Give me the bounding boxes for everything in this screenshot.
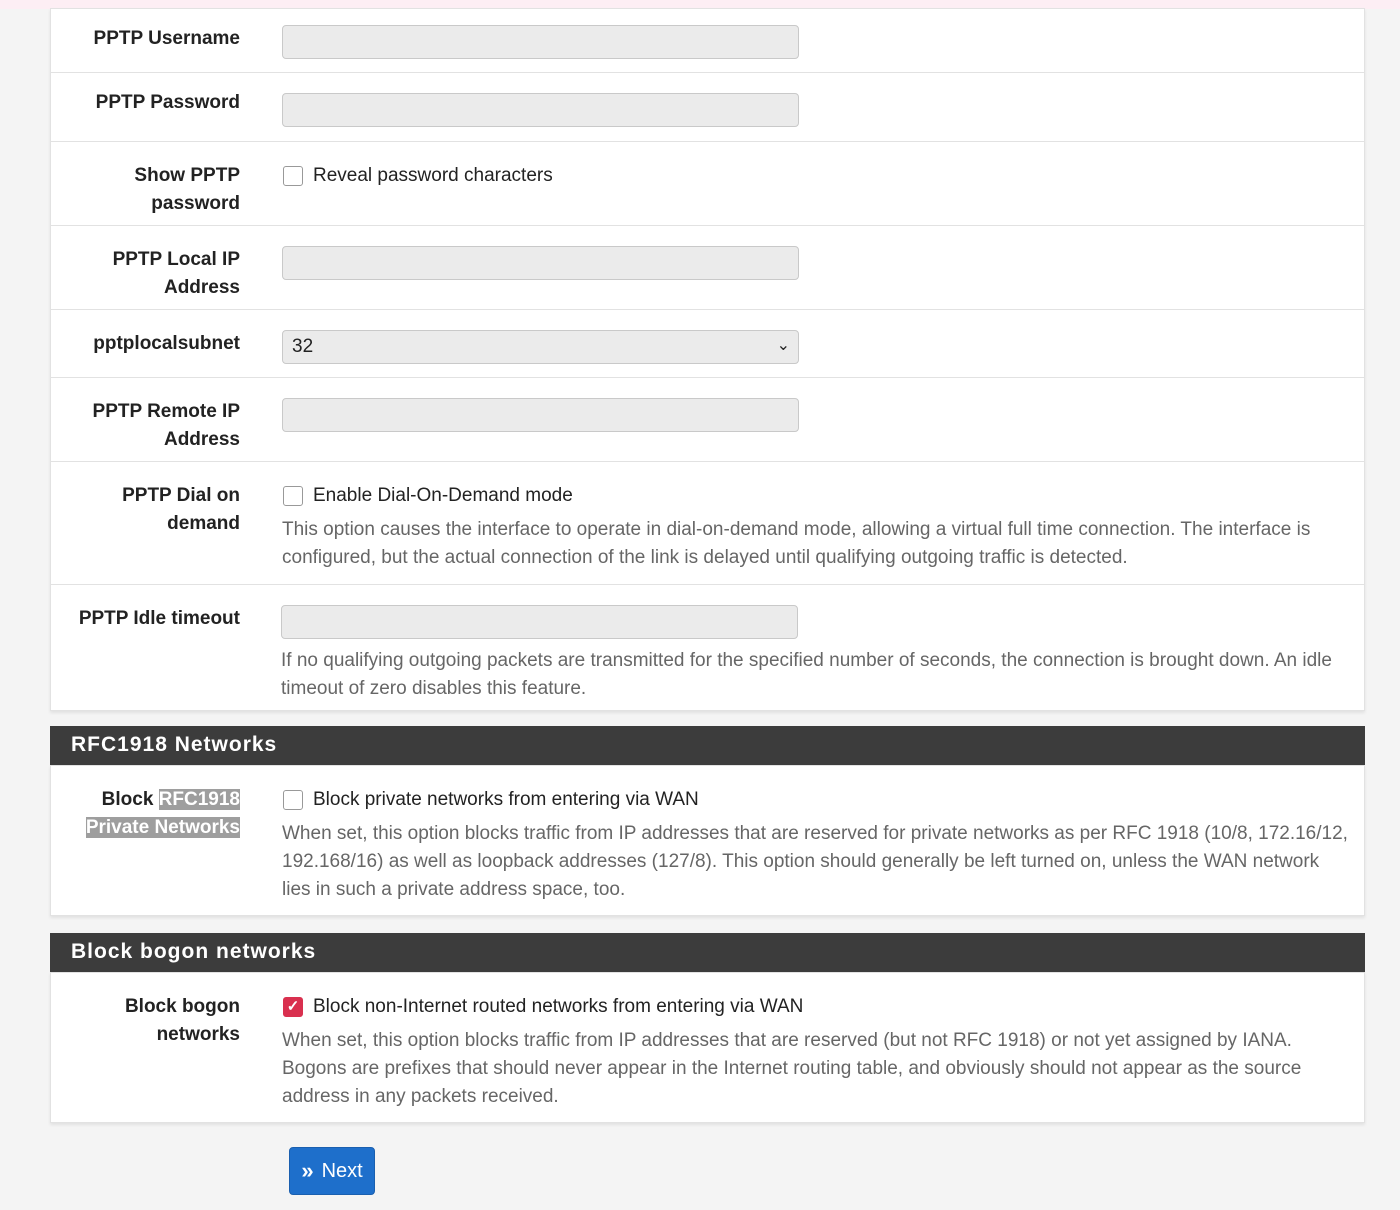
dial-on-demand-checkbox[interactable]: Enable Dial-On-Demand mode (282, 482, 1350, 510)
dial-label: PPTP Dial on demand (122, 485, 240, 534)
show-password-label: Show PPTP password (134, 165, 240, 214)
rfc1918-panel (50, 765, 1365, 916)
block-bogon-checkbox[interactable]: ✓ Block non-Internet routed networks from entering via WAN (282, 993, 1350, 1021)
checkbox-icon[interactable] (283, 790, 303, 810)
local-ip-input[interactable] (282, 246, 799, 280)
dial-help: This option causes the interface to operate in dial-on-demand mode, allowing a virtual full time connection. The interface is configured, but the actual connection of the link is delayed until qualifying outgoing traffic is detected. (282, 519, 1311, 568)
localsubnet-label: pptplocalsubnet (93, 333, 240, 354)
checkbox-icon[interactable] (283, 166, 303, 186)
row-local-ip (51, 226, 1364, 310)
bogon-help: When set, this option blocks traffic from IP addresses that are reserved (but not RFC 1918) or not yet assigned by IANA. Bogons are prefixes that should never appear in the Internet routing table, and obviously should not appear as the source address in any packets received. (282, 1030, 1302, 1107)
row-idle-timeout (51, 585, 1364, 710)
block-bogon-label: Block bogon networks (124, 996, 240, 1045)
username-input[interactable] (282, 25, 799, 59)
idle-label: PPTP Idle timeout (78, 608, 240, 629)
checkmark-icon[interactable]: ✓ (283, 997, 303, 1017)
idle-help: If no qualifying outgoing packets are transmitted for the specified number of seconds, the connection is brought down. An idle timeout of zero disables this feature. (281, 650, 1332, 699)
block-private-checkbox[interactable]: Block private networks from entering via WAN (282, 786, 1350, 814)
block-rfc1918-label: Block RFC1918 Private Networks (85, 789, 240, 838)
row-remote-ip (51, 378, 1364, 462)
rfc1918-header: RFC1918 Networks (50, 726, 1365, 765)
password-label: PPTP Password (95, 92, 240, 113)
pptp-panel (50, 8, 1365, 711)
password-input[interactable] (282, 93, 799, 127)
remote-ip-label: PPTP Remote IP Address (92, 401, 240, 450)
double-chevron-right-icon: » (301, 1158, 314, 1183)
localsubnet-select[interactable]: 32 ⌄ (282, 330, 799, 364)
reveal-password-checkbox[interactable]: Reveal password characters (282, 162, 1350, 190)
row-password (51, 73, 1364, 142)
row-localsubnet (51, 310, 1364, 378)
username-label: PPTP Username (93, 28, 240, 49)
checkbox-icon[interactable] (283, 486, 303, 506)
row-show-password (51, 142, 1364, 226)
idle-timeout-input[interactable] (281, 605, 798, 639)
bogon-panel (50, 972, 1365, 1123)
row-dial-on-demand (51, 462, 1364, 585)
chevron-down-icon: ⌄ (776, 337, 790, 354)
remote-ip-input[interactable] (282, 398, 799, 432)
rfc1918-help: When set, this option blocks traffic from IP addresses that are reserved for private networks as per RFC 1918 (10/8, 172.16/12, 192.168/16) as well as loopback addresses (127/8). This option should generally be left turned on, unless the WAN network lies in such a private address space, too. (282, 823, 1348, 900)
local-ip-label: PPTP Local IP Address (112, 249, 240, 298)
bogon-header: Block bogon networks (50, 933, 1365, 972)
next-button[interactable]: » Next (289, 1147, 375, 1195)
row-username (51, 9, 1364, 73)
